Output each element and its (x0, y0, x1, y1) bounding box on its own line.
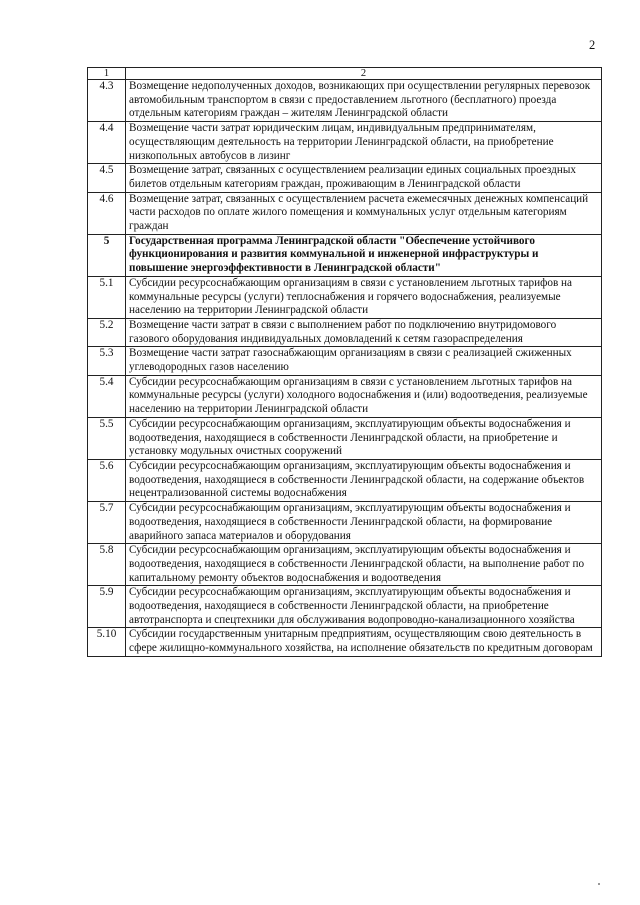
table-row (88, 234, 602, 276)
table-row (88, 544, 602, 586)
row-number: 5.8 (88, 544, 126, 586)
row-description: Возмещение части затрат юридическим лицам, индивидуальным предпринимателям, осуществляющим деятельность на территории Ленинградской области, на приобретение низкопольных автобусов в лизинг (126, 122, 602, 164)
row-number: 5.1 (88, 276, 126, 318)
row-number: 5.4 (88, 375, 126, 417)
row-description: Субсидии ресурсоснабжающим организациям, эксплуатирующим объекты водоснабжения и водоотведения, находящиеся в собственности Ленинградской области, на формирование аварийного запаса материалов и оборудования (126, 502, 602, 544)
table-row (88, 417, 602, 459)
row-number: 4.4 (88, 122, 126, 164)
row-description: Возмещение части затрат в связи с выполнением работ по подключению внутридомового газового оборудования индивидуальных домовладений к сетям газораспределения (126, 318, 602, 346)
row-description: Субсидии ресурсоснабжающим организациям, эксплуатирующим объекты водоснабжения и водоотведения, находящиеся в собственности Ленинградской области, на приобретение и установку модульных очистных сооружений (126, 417, 602, 459)
row-description: Возмещение части затрат газоснабжающим организациям в связи с реализацией сжиженных углеводородных газов населению (126, 347, 602, 375)
subsidy-table (87, 67, 602, 657)
row-description: Возмещение затрат, связанных с осуществлением расчета ежемесячных денежных компенсаций части расходов по оплате жилого помещения и коммунальных услуг отдельным категориям граждан (126, 192, 602, 234)
row-number: 5.5 (88, 417, 126, 459)
table-row (88, 122, 602, 164)
row-description: Субсидии ресурсоснабжающим организациям, эксплуатирующим объекты водоснабжения и водоотведения, находящиеся в собственности Ленинградской области, на содержание объектов нецентрализованной системы водоснабжения (126, 459, 602, 501)
table-row (88, 318, 602, 346)
row-number: 5.2 (88, 318, 126, 346)
table-row (88, 628, 602, 656)
row-description: Субсидии ресурсоснабжающим организациям в связи с установлением льготных тарифов на коммунальные ресурсы (услуги) холодного водоснабжения и (или) водоотведения, реализуемые населению на территории Ленинградской области (126, 375, 602, 417)
row-number: 4.3 (88, 80, 126, 122)
row-description: Возмещение затрат, связанных с осуществлением реализации единых социальных проездных билетов отдельным категориям граждан, проживающим в Ленинградской области (126, 164, 602, 192)
scan-speck (598, 883, 600, 885)
table-row (88, 192, 602, 234)
table-row (88, 276, 602, 318)
table-row (88, 80, 602, 122)
row-number: 5.7 (88, 502, 126, 544)
row-number: 5.6 (88, 459, 126, 501)
row-number: 4.5 (88, 164, 126, 192)
table-row (88, 375, 602, 417)
row-description: Субсидии ресурсоснабжающим организациям, эксплуатирующим объекты водоснабжения и водоотведения, находящиеся в собственности Ленинградской области, на выполнение работ по капитальному ремонту объектов водоснабжения и водоотведения (126, 544, 602, 586)
row-description: Государственная программа Ленинградской области "Обеспечение устойчивого функционирования и развития коммунальной и инженерной инфраструктуры и повышение энергоэффективности в Ленинградской области" (126, 234, 602, 276)
header-col-2: 2 (126, 68, 602, 80)
table-header-row (88, 68, 602, 80)
row-number: 4.6 (88, 192, 126, 234)
header-col-1: 1 (88, 68, 126, 80)
table-row (88, 459, 602, 501)
row-number: 5 (88, 234, 126, 276)
row-description: Субсидии ресурсоснабжающим организациям, эксплуатирующим объекты водоснабжения и водоотведения, находящиеся в собственности Ленинградской области, на приобретение автотранспорта и спецтехники для обслуживания водопроводно-канализационного хозяйства (126, 586, 602, 628)
table-row (88, 502, 602, 544)
row-number: 5.3 (88, 347, 126, 375)
table-row (88, 586, 602, 628)
row-number: 5.9 (88, 586, 126, 628)
row-number: 5.10 (88, 628, 126, 656)
row-description: Субсидии ресурсоснабжающим организациям в связи с установлением льготных тарифов на коммунальные ресурсы (услуги) теплоснабжения и горячего водоснабжения, реализуемые населению на территории Ленинградской области (126, 276, 602, 318)
table-row (88, 347, 602, 375)
table-row (88, 164, 602, 192)
page-number: 2 (589, 38, 596, 52)
row-description: Субсидии государственным унитарным предприятиям, осуществляющим свою деятельность в сфере жилищно-коммунального хозяйства, на исполнение обязательств по кредитным договорам (126, 628, 602, 656)
row-description: Возмещение недополученных доходов, возникающих при осуществлении регулярных перевозок автомобильным транспортом в связи с предоставлением льготного (бесплатного) проезда отдельным категориям граждан – жителям Ленинградской области (126, 80, 602, 122)
